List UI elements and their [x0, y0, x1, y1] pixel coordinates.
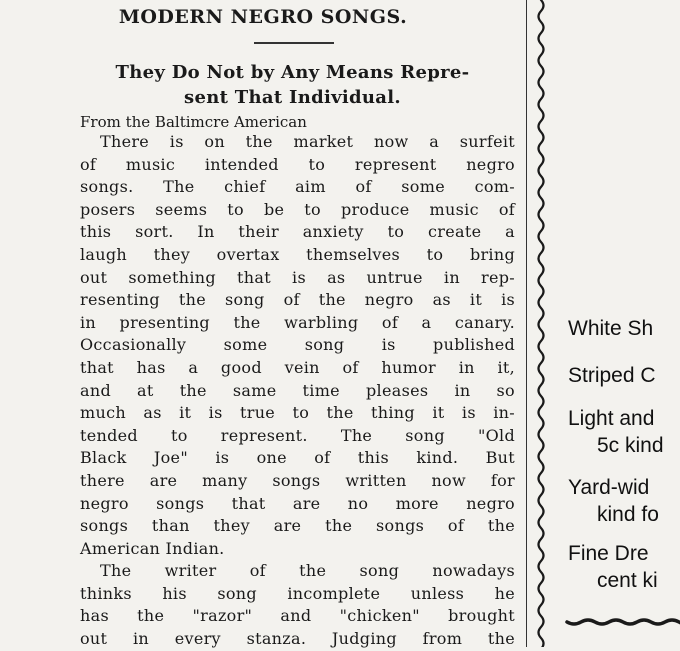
- article-line: and at the same time pleases in so: [80, 380, 515, 400]
- article-line: Black Joe" is one of this kind. But: [80, 448, 515, 468]
- article-line: has the "razor" and "chicken" brought: [80, 606, 515, 626]
- article-line: songs. The chief aim of some com-: [80, 177, 515, 197]
- article-line: there are many songs written now for: [80, 470, 515, 490]
- article-line: out something that is as untrue in rep-: [80, 267, 515, 287]
- article-line: Occasionally some song is published: [80, 335, 515, 355]
- article-line: songs than they are the songs of the: [80, 516, 515, 536]
- ad-item-line: Fine Dre: [568, 542, 649, 565]
- article-body: [80, 131, 515, 651]
- article-line: The writer of the song nowadays: [100, 561, 515, 581]
- article-line: resenting the song of the negro as it is: [80, 290, 515, 310]
- article-line: this sort. In their anxiety to create a: [80, 222, 515, 242]
- subheadline-line-2: sent That Individual.: [184, 87, 401, 108]
- article-line: in presenting the warbling of a canary.: [80, 312, 515, 332]
- article-headline: MODERN NEGRO SONGS.: [118, 6, 408, 28]
- article-line: American Indian.: [80, 538, 225, 558]
- ad-item-line: 5c kind: [597, 434, 664, 457]
- article-line: negro songs that are no more negro: [80, 493, 515, 513]
- article-line: There is on the market now a surfeit: [100, 132, 515, 151]
- article-source: From the Baltimcre American: [80, 113, 307, 131]
- ad-item-line: White Sh: [568, 317, 654, 340]
- ad-item-line: cent ki: [597, 569, 658, 592]
- article-line: much as it is true to the thing it is in-: [80, 403, 515, 423]
- article-line: tended to represent. The song "Old: [80, 425, 515, 445]
- article-line: posers seems to be to produce music of: [80, 199, 515, 219]
- advertisement-column: [527, 0, 680, 647]
- ad-item-line: Striped C: [568, 364, 656, 387]
- ad-item-line: Light and: [568, 407, 655, 430]
- ad-item-line: kind fo: [597, 503, 659, 526]
- article-line: of music intended to represent negro: [80, 154, 515, 174]
- article-line: thinks his song incomplete unless he: [80, 583, 515, 603]
- article-line: that has a good vein of humor in it,: [80, 357, 515, 377]
- article-line: laugh they overtax themselves to bring: [80, 244, 515, 264]
- headline-divider: [254, 42, 334, 44]
- article-subheadline: [70, 60, 515, 110]
- subheadline-line-1: They Do Not by Any Means Repre-: [115, 62, 470, 83]
- ad-item-line: Yard-wid: [568, 476, 650, 499]
- article-line: out in every stanza. Judging from the: [80, 629, 515, 649]
